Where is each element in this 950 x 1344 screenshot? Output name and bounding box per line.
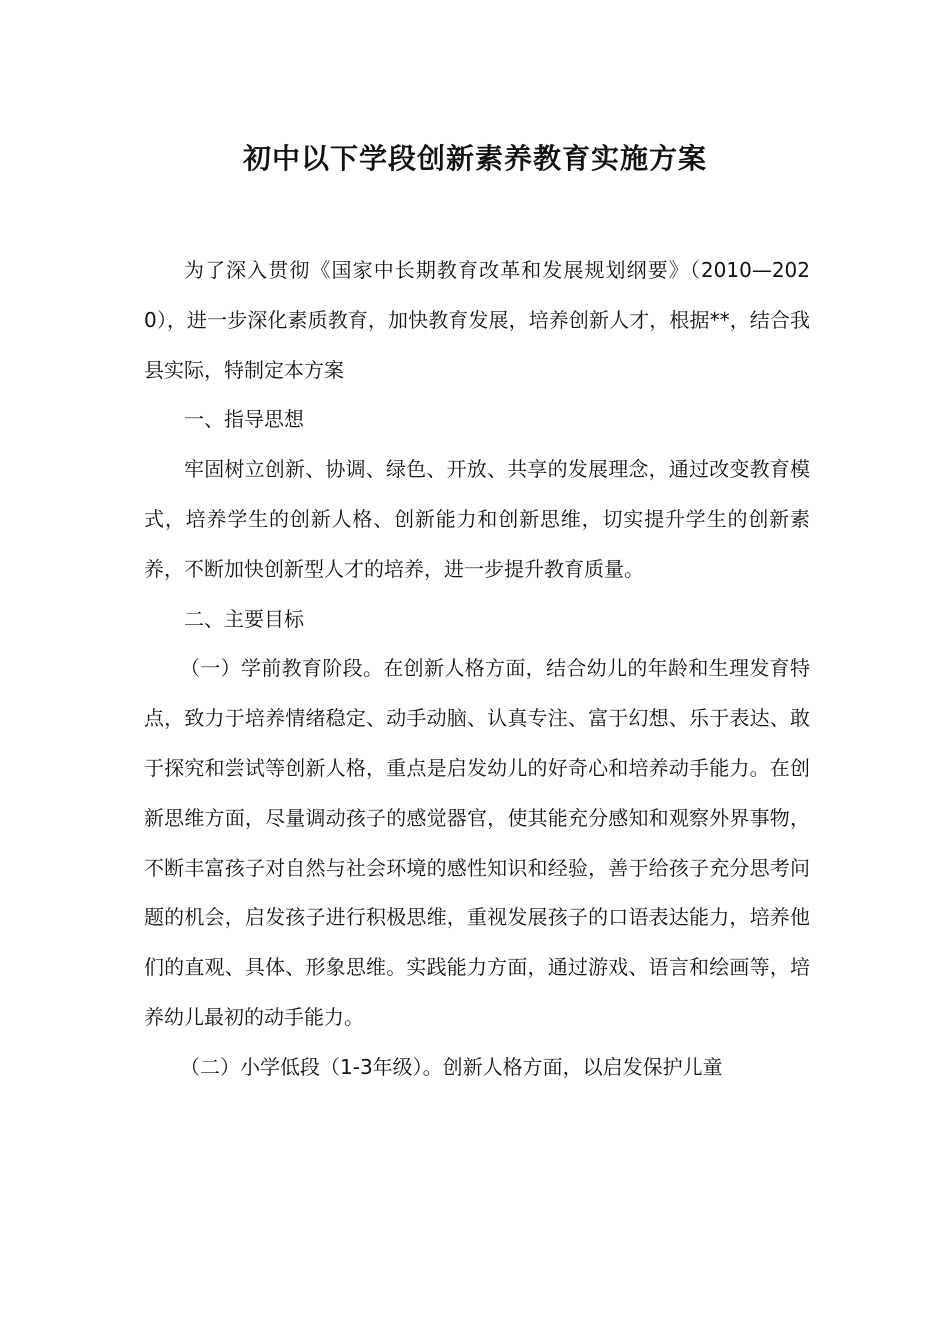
primary-lower-paragraph: （二）小学低段（1-3年级）。创新人格方面，以启发保护儿童 — [180, 1054, 723, 1079]
document-title: 初中以下学段创新素养教育实施方案 — [242, 142, 707, 175]
preschool-paragraph: （一）学前教育阶段。在创新人格方面，结合幼儿的年龄和生理发育特点，致力于培养情绪稳定、动手动脑、认真专注、富于幻想、乐于表达、敢于探究和尝试等创新人格，重点是启发幼儿的好奇心和培养动手能力。在创新思维方面，尽量调动孩子的感觉器官，使其能充分感知和观察外界事物，不断丰富孩子对自然与社会环境的感性知识和经验，善于给孩子充分思考问题的机会，启发孩子进行积极思维，重视发展孩子的口语表达能力，培养他们的直观、具体、形象思维。实践能力方面，通过游戏、语言和绘画等，培养幼儿最初的动手能力。 — [144, 656, 810, 1029]
guiding-thought-paragraph: 牢固树立创新、协调、绿色、开放、共享的发展理念，通过改变教育模式，培养学生的创新人格、创新能力和创新思维，切实提升学生的创新素养，不断加快创新型人才的培养，进一步提升教育质量。 — [144, 457, 810, 581]
document-body — [144, 246, 810, 1093]
section-heading-main-goals: 二、主要目标 — [184, 606, 304, 631]
intro-paragraph: 为了深入贯彻《国家中长期教育改革和发展规划纲要》（2010—2020），进一步深化素质教育，加快教育发展，培养创新人才，根据**，结合我县实际，特制定本方案 — [144, 258, 810, 382]
section-heading-guiding-thought: 一、指导思想 — [184, 407, 304, 432]
